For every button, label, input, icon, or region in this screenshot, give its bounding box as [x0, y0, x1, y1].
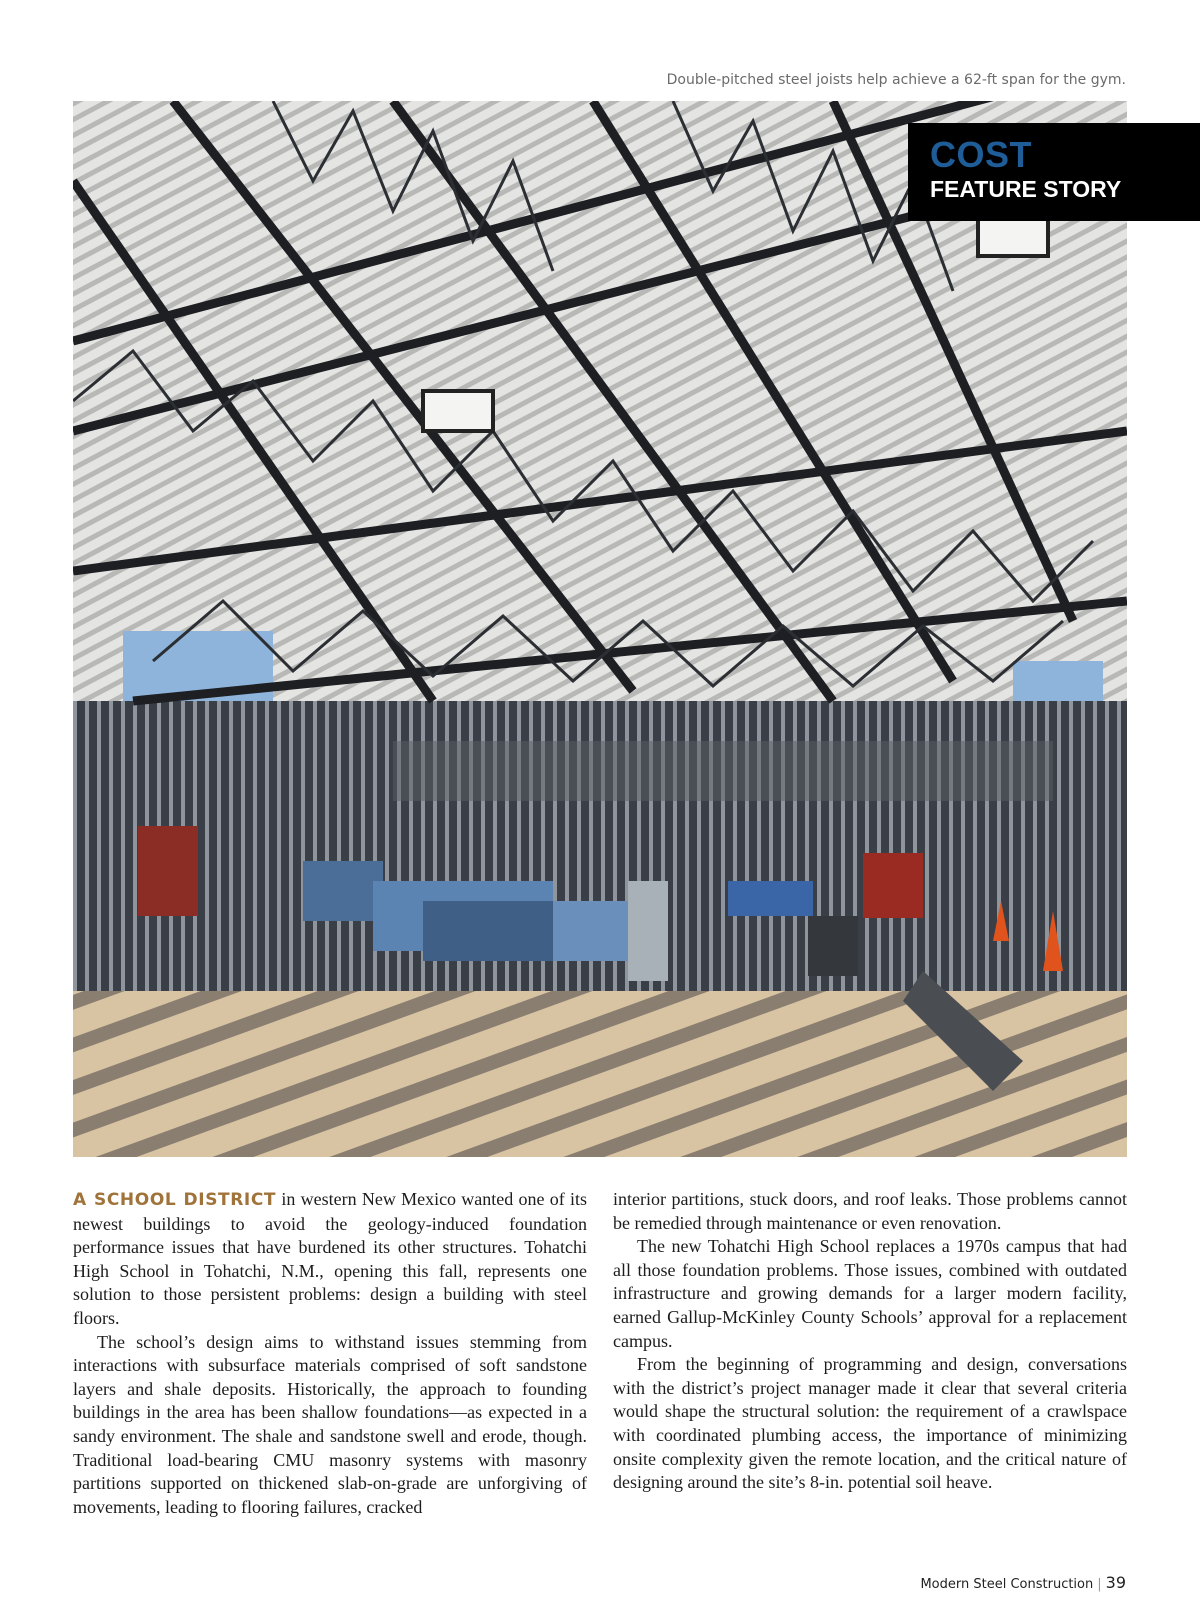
photo-caption: Double-pitched steel joists help achieve a 62-ft span for the gym. — [666, 72, 1126, 88]
lead-in: A SCHOOL DISTRICT — [73, 1190, 277, 1210]
article-paragraph: The school’s design aims to withstand issues stemming from interactions with subsurface materials comprised of soft sandstone layers and shale deposits. Historically, the approach to founding buildings in the area has been shallow foundations—as expected in a sandy environment. The shale and sandstone swell and erode, though. Traditional load-bearing CMU masonry systems with masonry partitions supported on thickened slab-on-grade are unforgiving of movements, leading to flooring failures, cracked — [73, 1331, 587, 1517]
paragraph-text: in western New Mexico wanted one of its newest buildings to avoid the geology-induced foundation performance issues that have burdened its other structures. Tohatchi High School in Tohatchi, N.M., opening this fall, represents one solution to those persistent problems: design a building with steel floors. — [73, 1189, 587, 1328]
folio-separator: | — [1097, 1577, 1102, 1592]
publication-name: Modern Steel Construction — [920, 1577, 1094, 1592]
article-body — [73, 1188, 1127, 1519]
article-column-right — [613, 1188, 1127, 1519]
page-number: 39 — [1105, 1573, 1126, 1592]
gym-construction-photo — [73, 101, 1127, 1157]
page-footer — [920, 1573, 1126, 1592]
article-paragraph: The new Tohatchi High School replaces a 1970s campus that had all those foundation problems. Those issues, combined with outdated infrastructure and growing demands for a larger modern facility, earned Gallup-McKinley County Schools’ approval for a replacement campus. — [613, 1236, 1127, 1351]
article-paragraph — [73, 1188, 587, 1331]
article-paragraph: From the beginning of programming and design, conversations with the district’s project manager made it clear that several criteria would shape the structural solution: the requirement of a crawlspace with coordinated plumbing access, the importance of minimizing onsite complexity given the remote location, and the critical nature of designing around the site’s 8-in. potential soil heave. — [613, 1354, 1127, 1493]
article-column-left — [73, 1188, 587, 1519]
section-kicker: COST — [930, 134, 1033, 175]
section-tag — [908, 123, 1200, 221]
article-paragraph: interior partitions, stuck doors, and roof leaks. Those problems cannot be remedied through maintenance or even renovation. — [613, 1189, 1127, 1233]
section-title: FEATURE STORY — [930, 176, 1122, 202]
